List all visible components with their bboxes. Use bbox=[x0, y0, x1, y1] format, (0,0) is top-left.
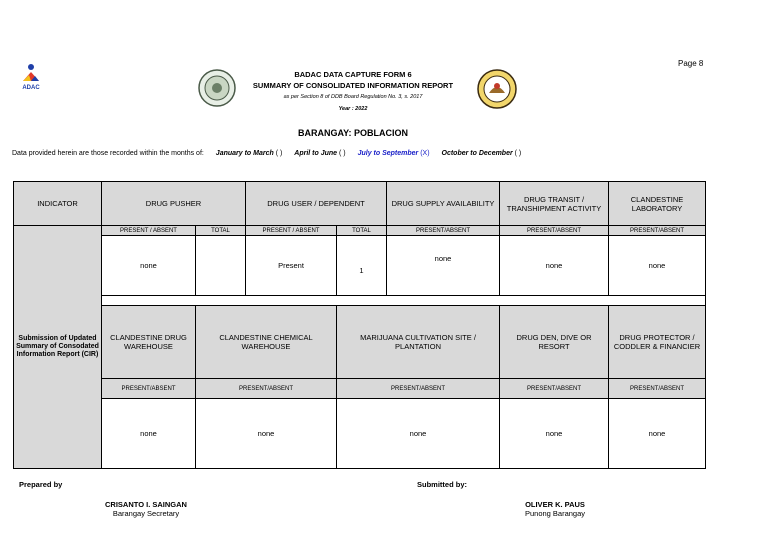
header-chemical-warehouse: CLANDESTINE CHEMICAL WAREHOUSE bbox=[196, 306, 337, 379]
period-intro: Data provided herein are those recorded within the months of: bbox=[12, 150, 204, 157]
subheader-chemical-pa: PRESENT/ABSENT bbox=[196, 379, 337, 399]
barangay-seal bbox=[476, 69, 518, 109]
header-drug-user: DRUG USER / DEPENDENT bbox=[246, 182, 387, 226]
value-warehouse-pa: none bbox=[102, 399, 196, 469]
value-protector-pa: none bbox=[609, 399, 706, 469]
adac-logo bbox=[18, 63, 44, 93]
subheader-pusher-total: TOTAL bbox=[196, 226, 246, 236]
header-drug-den: DRUG DEN, DIVE OR RESORT bbox=[500, 306, 609, 379]
subheader-user-total: TOTAL bbox=[337, 226, 387, 236]
header-marijuana-site: MARIJUANA CULTIVATION SITE / PLANTATION bbox=[337, 306, 500, 379]
form-subtitle: SUMMARY OF CONSOLIDATED INFORMATION REPORT bbox=[252, 81, 454, 90]
value-pusher-pa: none bbox=[102, 236, 196, 296]
preparer-title: Barangay Secretary bbox=[112, 509, 180, 518]
value-supply-pa: none bbox=[387, 236, 500, 296]
value-user-pa: Present bbox=[246, 236, 337, 296]
value-pusher-total bbox=[196, 236, 246, 296]
preparer-signature-block bbox=[76, 500, 216, 518]
submitter-signature-block bbox=[485, 500, 625, 518]
subheader-lab-pa: PRESENT/ABSENT bbox=[609, 226, 706, 236]
header-drug-warehouse: CLANDESTINE DRUG WAREHOUSE bbox=[102, 306, 196, 379]
subheader-den-pa: PRESENT/ABSENT bbox=[500, 379, 609, 399]
regulation-note: as per Section 8 of DDB Board Regulation No. 3, s. 2017 bbox=[283, 94, 423, 100]
subheader-marijuana-pa: PRESENT/ABSENT bbox=[337, 379, 500, 399]
preparer-name: CRISANTO I. SAINGAN bbox=[105, 500, 187, 509]
header-clandestine-lab: CLANDESTINE LABORATORY bbox=[609, 182, 706, 226]
header-drug-supply: DRUG SUPPLY AVAILABILITY bbox=[387, 182, 500, 226]
subheader-transit-pa: PRESENT/ABSENT bbox=[500, 226, 609, 236]
submitter-title: Punong Barangay bbox=[524, 509, 586, 518]
subheader-protector-pa: PRESENT/ABSENT bbox=[609, 379, 706, 399]
value-marijuana-pa: none bbox=[337, 399, 500, 469]
period-q2: April to June ( ) bbox=[294, 150, 346, 157]
value-lab-pa: none bbox=[609, 236, 706, 296]
indicator-label: Submission of Updated Summary of Consodated Information Report (CIR) bbox=[14, 226, 102, 469]
submitted-by-label: Submitted by: bbox=[417, 480, 467, 489]
form-title: BADAC DATA CAPTURE FORM 6 bbox=[294, 70, 412, 79]
period-q1: January to March ( ) bbox=[215, 150, 283, 157]
reporting-period bbox=[12, 150, 521, 157]
header-drug-pusher: DRUG PUSHER bbox=[102, 182, 246, 226]
subheader-supply-pa: PRESENT/ABSENT bbox=[387, 226, 500, 236]
table-spacer bbox=[102, 296, 706, 306]
subheader-user-pa: PRESENT / ABSENT bbox=[246, 226, 337, 236]
subheader-warehouse-pa: PRESENT/ABSENT bbox=[102, 379, 196, 399]
barangay-name: BARANGAY: POBLACION bbox=[297, 128, 408, 138]
adac-logo-text: ADAC bbox=[22, 85, 40, 91]
cir-table bbox=[13, 181, 706, 469]
prepared-by-label: Prepared by bbox=[19, 480, 63, 489]
submitter-name: OLIVER K. PAUS bbox=[525, 500, 585, 509]
header-drug-protector: DRUG PROTECTOR / CODDLER & FINANCIER bbox=[609, 306, 706, 379]
header-drug-transit: DRUG TRANSIT / TRANSHIPMENT ACTIVITY bbox=[500, 182, 609, 226]
value-user-total: 1 bbox=[337, 236, 387, 296]
value-transit-pa: none bbox=[500, 236, 609, 296]
indicator-header: INDICATOR bbox=[14, 182, 102, 226]
municipal-seal bbox=[197, 69, 237, 107]
subheader-pusher-pa: PRESENT / ABSENT bbox=[102, 226, 196, 236]
report-year: Year : 2022 bbox=[338, 106, 368, 112]
value-chemical-pa: none bbox=[196, 399, 337, 469]
period-q4: October to December ( ) bbox=[441, 150, 522, 157]
value-den-pa: none bbox=[500, 399, 609, 469]
period-q3-selected: July to September (X) bbox=[357, 150, 430, 157]
page-number: Page 8 bbox=[678, 59, 704, 68]
